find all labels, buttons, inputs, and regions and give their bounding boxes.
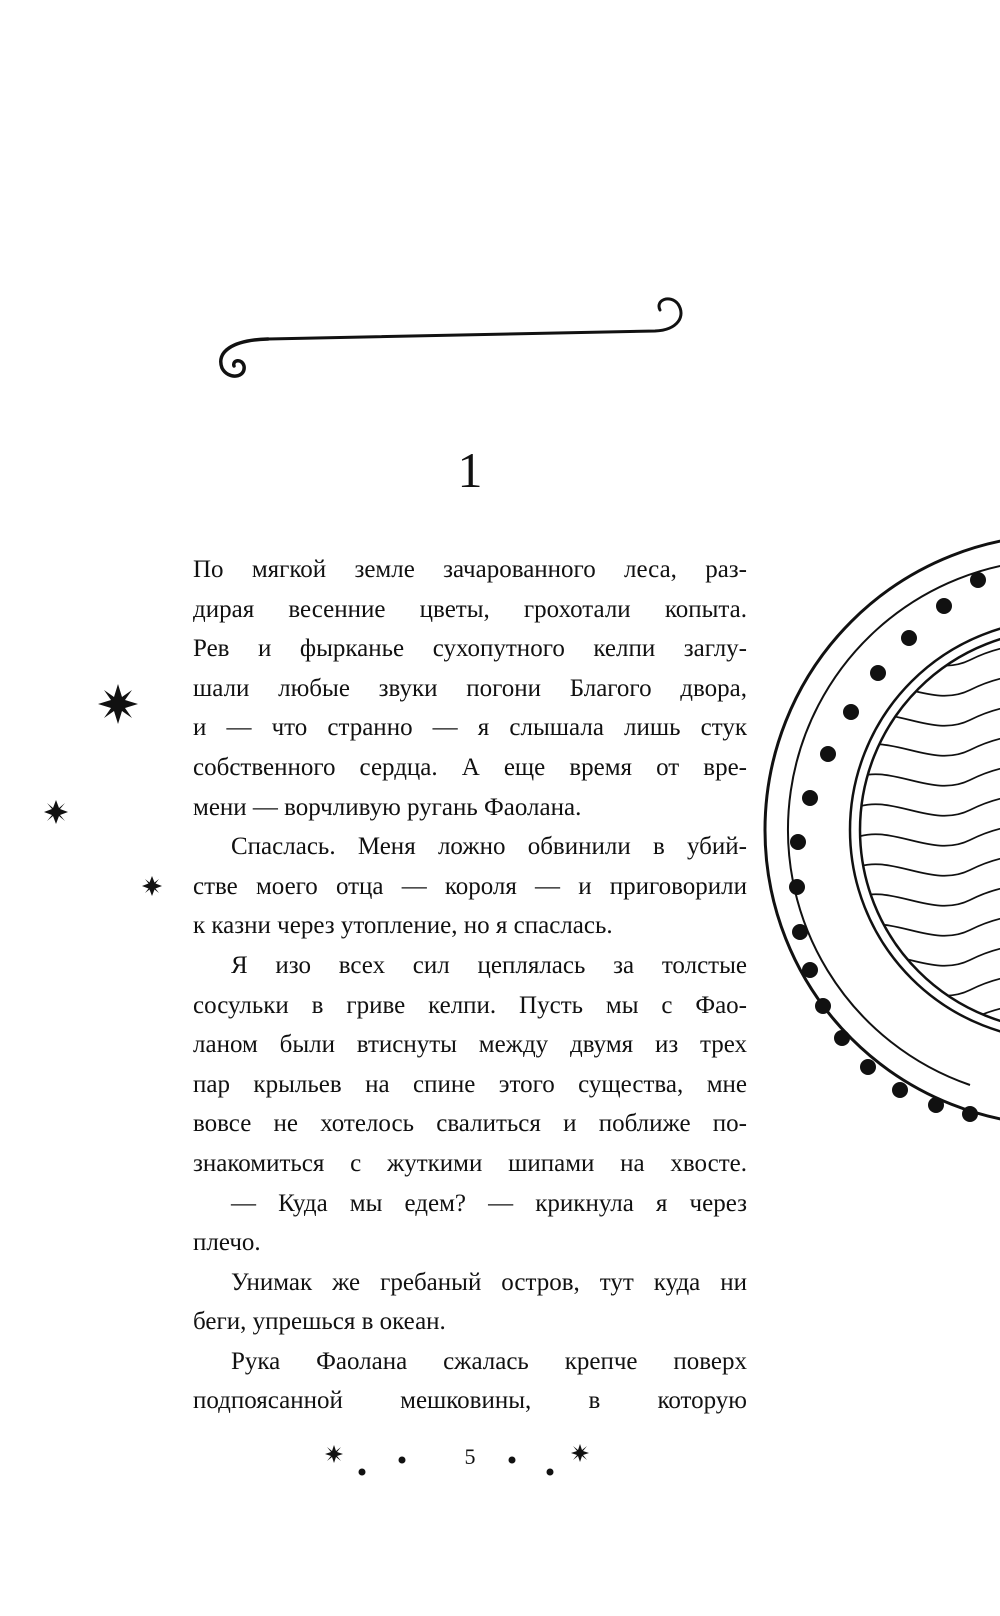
text-line: пар крыльев на спине этого существа, мне xyxy=(193,1070,747,1098)
text-line: подпоясанной мешковины, в которую xyxy=(193,1387,747,1415)
bead-dot xyxy=(901,630,917,646)
star-icon xyxy=(98,684,138,724)
wave-lines xyxy=(850,645,1000,1026)
text-line: сосульки в гриве келпи. Пусть мы с Фао- xyxy=(193,991,747,1019)
text-line: мени — ворчливую ругань Фаолана. xyxy=(193,793,582,821)
bead-dot xyxy=(789,879,805,895)
text-line: собственного сердца. А еще время от вре- xyxy=(193,753,747,781)
bead-dot xyxy=(834,1030,850,1046)
text-line: и — что странно — я слышала лишь стук xyxy=(193,714,747,742)
text-line: шали любые звуки погони Благого двора, xyxy=(193,674,747,702)
page-footer xyxy=(320,1440,620,1500)
bead-dot xyxy=(892,1082,908,1098)
page-number: 5 xyxy=(464,1444,476,1469)
stars-cluster-left xyxy=(0,660,200,920)
text-line: дирая весенние цветы, грохотали копыта. xyxy=(193,595,747,623)
bead-dot xyxy=(936,598,952,614)
text-line: По мягкой земле зачарованного леса, раз- xyxy=(193,556,747,583)
text-line: Спаслась. Меня ложно обвинили в убий- xyxy=(231,833,747,861)
star-icon xyxy=(44,800,68,824)
chapter-number: 1 xyxy=(457,442,483,498)
bead-dot xyxy=(802,790,818,806)
wave-circle-ornament xyxy=(760,520,1000,1160)
text-line: Рука Фаолана сжалась крепче поверх xyxy=(231,1347,747,1375)
star-icon xyxy=(142,876,162,896)
text-line: — Куда мы едем? — крикнула я через xyxy=(231,1189,747,1217)
bead-dot xyxy=(792,924,808,940)
text-line: стве моего отца — короля — и приговорили xyxy=(193,872,747,900)
bead-dot xyxy=(802,962,818,978)
bead-dot xyxy=(843,704,859,720)
bead-dot xyxy=(928,1097,944,1113)
text-line: к казни через утопление, но я спаслась. xyxy=(193,912,613,940)
text-line: плечо. xyxy=(193,1229,261,1257)
text-line: Рев и фырканье сухопутного келпи заглу- xyxy=(193,635,747,663)
bead-dot xyxy=(815,998,831,1014)
bead-dot xyxy=(970,572,986,588)
bead-dot xyxy=(860,1059,876,1075)
text-line: знакомиться с жуткими шипами на хвосте. xyxy=(193,1149,747,1177)
text-line: ланом были втиснуты между двумя из трех xyxy=(193,1031,747,1059)
bead-dot xyxy=(790,834,806,850)
text-line: беги, упрешься в океан. xyxy=(193,1308,446,1336)
body-text xyxy=(193,550,747,1421)
bead-dot xyxy=(870,665,886,681)
text-line: вовсе не хотелось свалиться и поближе по- xyxy=(193,1110,747,1138)
bead-dot xyxy=(962,1106,978,1122)
text-line: Я изо всех сил цеплялась за толстые xyxy=(231,951,747,979)
text-line: Унимак же гребаный остров, тут куда ни xyxy=(231,1268,747,1296)
chapter-swash-ornament xyxy=(210,290,700,400)
bead-dot xyxy=(820,746,836,762)
